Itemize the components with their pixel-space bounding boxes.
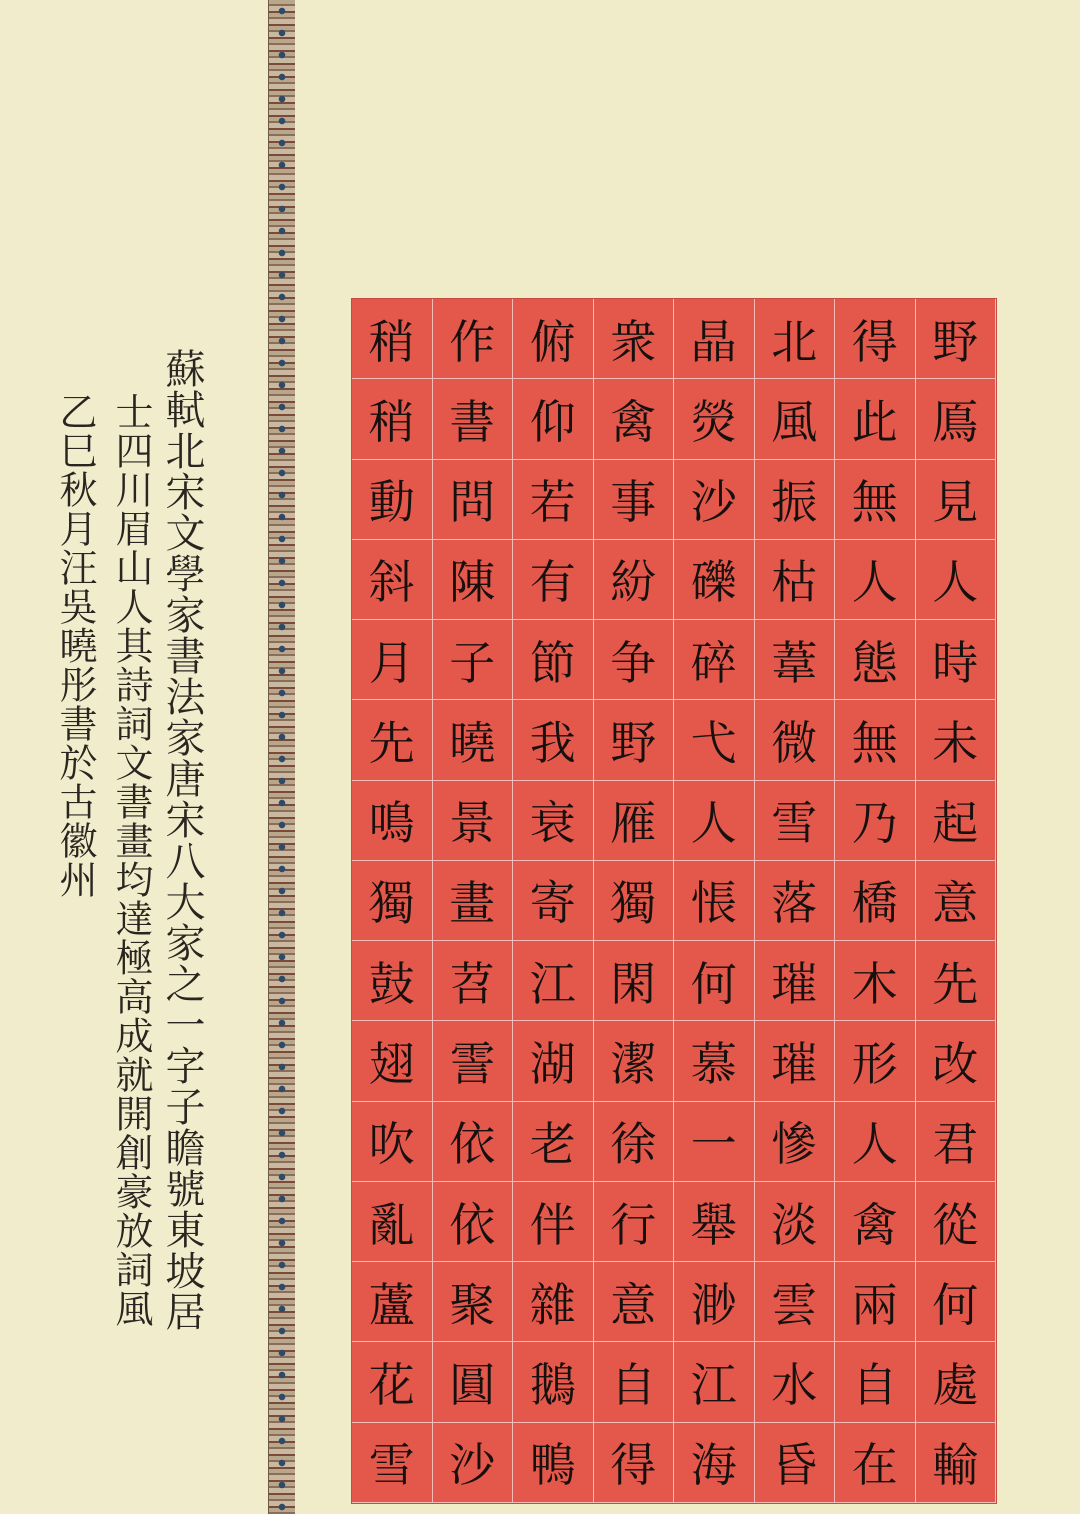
grid-character: 行: [594, 1182, 675, 1262]
grid-character: 鳫: [916, 379, 997, 459]
grid-character: 依: [433, 1102, 514, 1182]
grid-character: 形: [835, 1021, 916, 1101]
grid-character: 得: [835, 299, 916, 379]
grid-character: 舉: [674, 1182, 755, 1262]
grid-character: 沙: [433, 1423, 514, 1503]
grid-character: 熒: [674, 379, 755, 459]
grid-character: 翅: [352, 1021, 433, 1101]
grid-character: 起: [916, 781, 997, 861]
grid-character: 霅: [433, 1021, 514, 1101]
colophon-line-2: 士四川眉山人其詩詞文書畫均達極高成就開創豪放詞風: [109, 392, 153, 1328]
grid-character: 淡: [755, 1182, 836, 1262]
grid-character: 渺: [674, 1262, 755, 1342]
grid-character: 人: [916, 540, 997, 620]
grid-character: 微: [755, 700, 836, 780]
grid-character: 北: [755, 299, 836, 379]
grid-character: 人: [674, 781, 755, 861]
grid-character: 有: [513, 540, 594, 620]
grid-character: 處: [916, 1342, 997, 1422]
grid-character: 圓: [433, 1342, 514, 1422]
grid-character: 稍: [352, 299, 433, 379]
grid-character: 若: [513, 460, 594, 540]
grid-character: 稍: [352, 379, 433, 459]
grid-character: 書: [433, 379, 514, 459]
grid-character: 無: [835, 700, 916, 780]
grid-character: 陳: [433, 540, 514, 620]
grid-character: 閑: [594, 941, 675, 1021]
colophon-line-1: 蘇軾北宋文學家書法家唐宋八大家之一字子瞻號東坡居: [159, 348, 205, 1332]
grid-character: 何: [674, 941, 755, 1021]
grid-character: 伴: [513, 1182, 594, 1262]
left-panel: [0, 0, 268, 1514]
grid-character: 得: [594, 1423, 675, 1503]
grid-character: 蘆: [352, 1262, 433, 1342]
grid-character: 先: [916, 941, 997, 1021]
grid-character: 雲: [755, 1262, 836, 1342]
grid-character: 雜: [513, 1262, 594, 1342]
grid-character: 人: [835, 540, 916, 620]
grid-character: 俯: [513, 299, 594, 379]
grid-character: 見: [916, 460, 997, 540]
grid-character: 畫: [433, 861, 514, 941]
grid-character: 振: [755, 460, 836, 540]
grid-character: 晶: [674, 299, 755, 379]
calligraphy-sheet: [351, 298, 997, 1504]
grid-character: 潔: [594, 1021, 675, 1101]
grid-character: 獨: [594, 861, 675, 941]
grid-character: 月: [352, 620, 433, 700]
grid-character: 禽: [835, 1182, 916, 1262]
grid-character: 湖: [513, 1021, 594, 1101]
grid-character: 璀: [755, 941, 836, 1021]
grid-character: 時: [916, 620, 997, 700]
grid-character: 徐: [594, 1102, 675, 1182]
grid-character: 争: [594, 620, 675, 700]
grid-character: 衰: [513, 781, 594, 861]
grid-character: 意: [594, 1262, 675, 1342]
grid-character: 枯: [755, 540, 836, 620]
grid-character: 野: [916, 299, 997, 379]
grid-character: 斜: [352, 540, 433, 620]
grid-character: 鴨: [513, 1423, 594, 1503]
grid-character: 禽: [594, 379, 675, 459]
grid-character: 野: [594, 700, 675, 780]
grid-character: 礫: [674, 540, 755, 620]
grid-character: 水: [755, 1342, 836, 1422]
grid-character: 自: [835, 1342, 916, 1422]
grid-character: 鼓: [352, 941, 433, 1021]
grid-character: 輸: [916, 1423, 997, 1503]
grid-character: 作: [433, 299, 514, 379]
grid-character: 人: [835, 1102, 916, 1182]
grid-character: 橋: [835, 861, 916, 941]
colophon-line-3: 乙巳秋月汪吳曉彤書於古徽州: [53, 392, 97, 899]
grid-character: 雪: [755, 781, 836, 861]
grid-character: 自: [594, 1342, 675, 1422]
grid-character: 態: [835, 620, 916, 700]
grid-character: 仰: [513, 379, 594, 459]
grid-character: 景: [433, 781, 514, 861]
grid-character: 璀: [755, 1021, 836, 1101]
grid-character: 乃: [835, 781, 916, 861]
grid-character: 雪: [352, 1423, 433, 1503]
grid-character: 事: [594, 460, 675, 540]
grid-character: 此: [835, 379, 916, 459]
grid-character: 依: [433, 1182, 514, 1262]
grid-character: 未: [916, 700, 997, 780]
grid-character: 君: [916, 1102, 997, 1182]
grid-character: 風: [755, 379, 836, 459]
grid-character: 節: [513, 620, 594, 700]
grid-character: 鵝: [513, 1342, 594, 1422]
grid-character: 花: [352, 1342, 433, 1422]
grid-character: 我: [513, 700, 594, 780]
grid-character: 先: [352, 700, 433, 780]
grid-character: 海: [674, 1423, 755, 1503]
grid-character: 葦: [755, 620, 836, 700]
grid-character: 寄: [513, 861, 594, 941]
grid-character: 子: [433, 620, 514, 700]
grid-character: 改: [916, 1021, 997, 1101]
grid-character: 慕: [674, 1021, 755, 1101]
grid-character: 何: [916, 1262, 997, 1342]
grid-character: 意: [916, 861, 997, 941]
grid-character: 慘: [755, 1102, 836, 1182]
grid-character: 悵: [674, 861, 755, 941]
brocade-border: [268, 0, 296, 1514]
grid-character: 吹: [352, 1102, 433, 1182]
grid-character: 碎: [674, 620, 755, 700]
grid-character: 落: [755, 861, 836, 941]
grid-character: 沙: [674, 460, 755, 540]
grid-character: 從: [916, 1182, 997, 1262]
grid-character: 鳴: [352, 781, 433, 861]
grid-character: 問: [433, 460, 514, 540]
grid-character: 獨: [352, 861, 433, 941]
grid-character: 一: [674, 1102, 755, 1182]
grid-character: 兩: [835, 1262, 916, 1342]
grid-character: 木: [835, 941, 916, 1021]
grid-character: 在: [835, 1423, 916, 1503]
grid-character: 聚: [433, 1262, 514, 1342]
grid-character: 昏: [755, 1423, 836, 1503]
grid-character: 動: [352, 460, 433, 540]
grid-character: 老: [513, 1102, 594, 1182]
grid-character: 苕: [433, 941, 514, 1021]
grid-character: 弋: [674, 700, 755, 780]
grid-character: 江: [513, 941, 594, 1021]
grid-character: 曉: [433, 700, 514, 780]
grid-character: 無: [835, 460, 916, 540]
grid-character: 衆: [594, 299, 675, 379]
grid-character: 雁: [594, 781, 675, 861]
grid-character: 亂: [352, 1182, 433, 1262]
grid-character: 江: [674, 1342, 755, 1422]
character-grid: [352, 299, 996, 1503]
grid-character: 紛: [594, 540, 675, 620]
